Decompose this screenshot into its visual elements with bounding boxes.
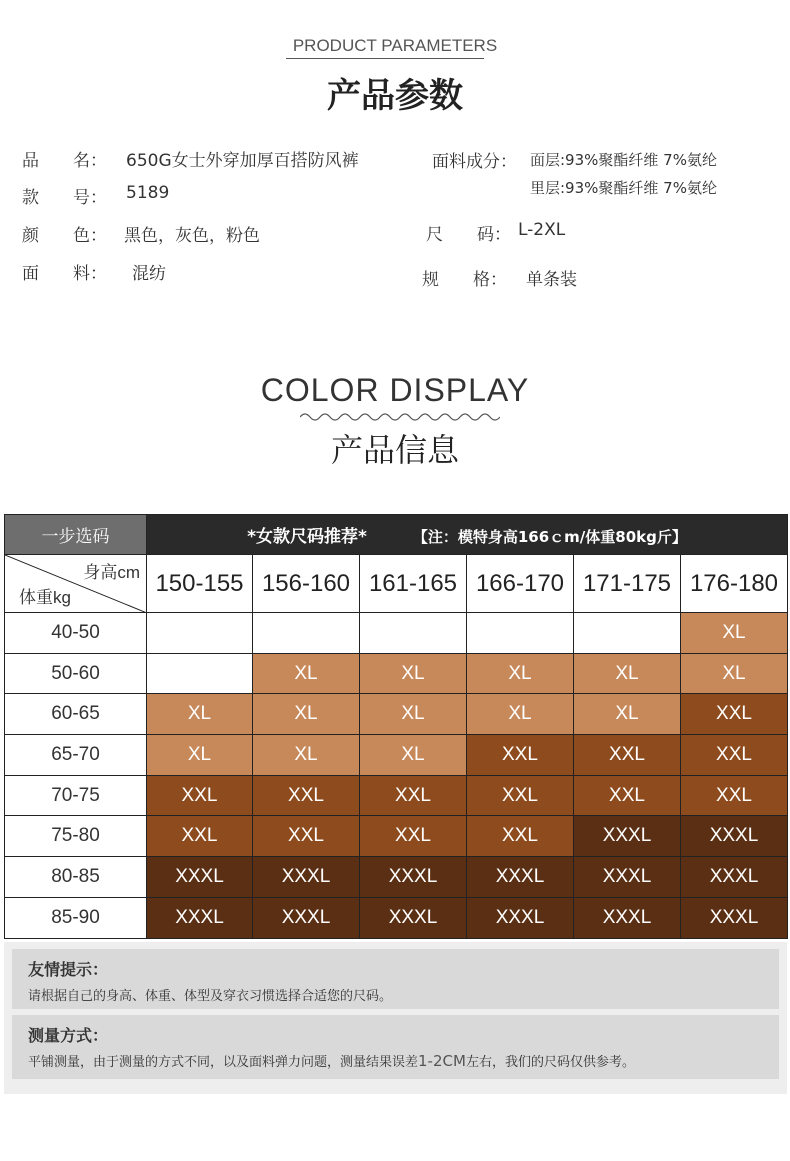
weight-row [5, 857, 788, 898]
param-value: 混纺 [132, 264, 166, 284]
size-cell [253, 613, 360, 654]
size-cell: XL [360, 653, 467, 694]
color-display-title-cn: 产品信息 [330, 431, 459, 469]
param-key: 品 名： [22, 151, 107, 171]
size-cell: XXXL [574, 897, 681, 938]
measure-tip-text-b: 左右，我们的尺码仅供参考。 [465, 1055, 635, 1070]
size-cell [574, 613, 681, 654]
weight-label: 80-85 [5, 857, 147, 898]
param-key: 面 料： [22, 264, 107, 284]
weight-label: 40-50 [5, 613, 147, 654]
size-cell: XXXL [253, 857, 360, 898]
size-chart-title: *女款尺码推荐* [247, 527, 367, 547]
product-parameters-title-cn: 产品参数 [327, 76, 463, 116]
measure-tip-title: 测量方式： [28, 1026, 109, 1045]
corner-cell [5, 555, 147, 613]
size-cell: XXXL [574, 857, 681, 898]
param-value: 单条装 [526, 270, 577, 290]
size-cell: XXL [681, 694, 788, 735]
size-cell: XXXL [467, 857, 574, 898]
weight-row [5, 775, 788, 816]
size-cell: XXL [147, 816, 253, 857]
size-cell: XL [360, 694, 467, 735]
weight-row [5, 816, 788, 857]
size-cell: XL [467, 653, 574, 694]
height-header-cell: 171-175 [574, 555, 681, 613]
size-cell [360, 613, 467, 654]
param-value-outer: 面层:93%聚酯纤维 7%氨纶 [530, 151, 717, 169]
size-cell: XXL [574, 735, 681, 776]
size-cell: XXL [253, 775, 360, 816]
height-header-cell: 176-180 [681, 555, 788, 613]
weight-label: 65-70 [5, 735, 147, 776]
measure-tip-box [12, 1015, 779, 1079]
size-cell: XXXL [574, 816, 681, 857]
weight-row [5, 653, 788, 694]
size-cell: XXXL [253, 897, 360, 938]
size-cell [467, 613, 574, 654]
weight-label: 60-65 [5, 694, 147, 735]
param-value: 5189 [126, 183, 170, 203]
measure-tip-text-highlight: 1-2CM [418, 1052, 466, 1070]
weight-label: 50-60 [5, 653, 147, 694]
tips-section [4, 942, 787, 1094]
size-cell: XXXL [360, 897, 467, 938]
title-underline [286, 58, 484, 59]
param-value: L-2XL [518, 220, 566, 240]
size-cell: XL [574, 694, 681, 735]
size-cell: XL [574, 653, 681, 694]
weight-row [5, 735, 788, 776]
friendly-tip-title: 友情提示： [28, 960, 109, 979]
weight-label: 85-90 [5, 897, 147, 938]
size-cell: XXL [574, 775, 681, 816]
weight-row [5, 897, 788, 938]
size-cell: XXL [147, 775, 253, 816]
size-cell: XXXL [681, 857, 788, 898]
size-chart-note: 【注：模特身高166ｃm/体重80kg斤】 [412, 528, 687, 546]
size-cell: XXL [467, 735, 574, 776]
size-cell: XL [147, 735, 253, 776]
step-label: 一步选码 [5, 515, 147, 555]
size-cell: XXXL [467, 897, 574, 938]
param-key: 规 格： [422, 270, 507, 290]
friendly-tip-box [12, 949, 779, 1009]
height-header-cell: 161-165 [360, 555, 467, 613]
size-cell: XXL [360, 816, 467, 857]
weight-row [5, 694, 788, 735]
param-key: 款 号： [22, 188, 107, 208]
size-chart-table [4, 514, 788, 939]
size-cell: XXXL [681, 816, 788, 857]
size-cell: XXL [467, 816, 574, 857]
corner-weight-label: 体重kg [19, 588, 71, 607]
size-cell: XL [253, 735, 360, 776]
height-header-cell: 156-160 [253, 555, 360, 613]
size-cell: XXL [360, 775, 467, 816]
height-header-cell: 166-170 [467, 555, 574, 613]
size-cell: XXXL [360, 857, 467, 898]
size-cell: XL [360, 735, 467, 776]
size-cell: XXL [253, 816, 360, 857]
weight-row [5, 613, 788, 654]
size-cell [147, 613, 253, 654]
measure-tip-text [28, 1051, 635, 1070]
size-cell: XXXL [147, 897, 253, 938]
size-cell: XL [147, 694, 253, 735]
color-display-title-en: COLOR DISPLAY [260, 372, 530, 408]
param-key: 面料成分： [432, 152, 517, 172]
measure-tip-text-a: 平铺测量，由于测量的方式不同，以及面料弹力问题，测量结果误差 [28, 1055, 419, 1070]
size-cell: XXXL [681, 897, 788, 938]
weight-label: 75-80 [5, 816, 147, 857]
param-value: 650G女士外穿加厚百搭防风裤 [126, 151, 359, 171]
height-header-cell: 150-155 [147, 555, 253, 613]
height-header-row [5, 555, 788, 613]
product-parameters-title-en: PRODUCT PARAMETERS [292, 36, 498, 55]
param-key: 尺 码： [426, 225, 511, 245]
size-chart-title-cell [147, 515, 788, 555]
size-cell: XXL [681, 735, 788, 776]
friendly-tip-text: 请根据自己的身高、体重、体型及穿衣习惯选择合适您的尺码。 [28, 989, 393, 1004]
param-value: 黑色，灰色，粉色 [124, 226, 260, 246]
size-cell: XL [253, 694, 360, 735]
corner-height-label: 身高cm [83, 563, 140, 582]
size-cell: XL [681, 613, 788, 654]
size-cell: XXL [467, 775, 574, 816]
param-value-inner: 里层:93%聚酯纤维 7%氨纶 [530, 179, 717, 197]
size-chart-header [5, 515, 788, 555]
param-key: 颜 色： [22, 226, 107, 246]
weight-label: 70-75 [5, 775, 147, 816]
size-cell: XXXL [147, 857, 253, 898]
size-cell: XXL [681, 775, 788, 816]
size-cell: XL [681, 653, 788, 694]
wave-divider-icon [300, 410, 500, 424]
size-cell: XL [253, 653, 360, 694]
size-cell [147, 653, 253, 694]
size-cell: XL [467, 694, 574, 735]
